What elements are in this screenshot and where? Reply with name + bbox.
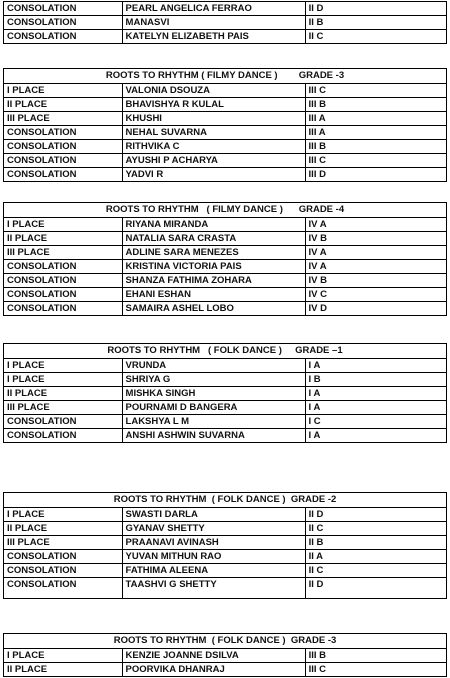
table-row xyxy=(4,387,447,401)
award-cell: CONSOLATION xyxy=(4,126,123,140)
award-cell: II PLACE xyxy=(4,387,123,401)
student-name-cell: FATHIMA ALEENA xyxy=(122,564,305,578)
award-cell: III PLACE xyxy=(4,246,123,260)
award-cell: CONSOLATION xyxy=(4,274,123,288)
award-cell: I PLACE xyxy=(4,649,123,663)
table-row xyxy=(4,536,447,550)
student-name-cell: YADVI R xyxy=(122,168,305,182)
student-name-cell: YUVAN MITHUN RAO xyxy=(122,550,305,564)
award-cell: CONSOLATION xyxy=(4,260,123,274)
table-row xyxy=(4,2,447,16)
award-cell: I PLACE xyxy=(4,359,123,373)
results-table-folk-grade-3 xyxy=(3,633,447,677)
award-cell: I PLACE xyxy=(4,218,123,232)
table-row xyxy=(4,415,447,429)
award-cell: II PLACE xyxy=(4,98,123,112)
student-name-cell: KENZIE JOANNE DSILVA xyxy=(122,649,305,663)
student-name-cell: EHANI ESHAN xyxy=(122,288,305,302)
student-name-cell: MISHKA SINGH xyxy=(122,387,305,401)
table-title: ROOTS TO RHYTHM ( FOLK DANCE ) GRADE -3 xyxy=(4,634,447,649)
table-row xyxy=(4,260,447,274)
grade-cell: III A xyxy=(305,126,446,140)
student-name-cell: KRISTINA VICTORIA PAIS xyxy=(122,260,305,274)
grade-cell: I A xyxy=(305,401,446,415)
student-name-cell: SAMAIRA ASHEL LOBO xyxy=(122,302,305,316)
table-row xyxy=(4,218,447,232)
table-row xyxy=(4,649,447,663)
table-title-row xyxy=(4,344,447,359)
student-name-cell: SHANZA FATHIMA ZOHARA xyxy=(122,274,305,288)
table-row xyxy=(4,16,447,30)
student-name-cell: AYUSHI P ACHARYA xyxy=(122,154,305,168)
award-cell: CONSOLATION xyxy=(4,564,123,578)
results-table-folk-grade-2 xyxy=(3,492,447,599)
table-row xyxy=(4,84,447,98)
student-name-cell: MANASVI xyxy=(122,16,305,30)
award-cell: CONSOLATION xyxy=(4,302,123,316)
award-cell: III PLACE xyxy=(4,112,123,126)
award-cell: CONSOLATION xyxy=(4,415,123,429)
award-cell: I PLACE xyxy=(4,508,123,522)
award-cell: II PLACE xyxy=(4,522,123,536)
grade-cell: III B xyxy=(305,649,446,663)
table-title: ROOTS TO RHYTHM ( FOLK DANCE ) GRADE –1 xyxy=(4,344,447,359)
table-row xyxy=(4,373,447,387)
award-cell: III PLACE xyxy=(4,401,123,415)
grade-cell: I C xyxy=(305,415,446,429)
student-name-cell: SWASTI DARLA xyxy=(122,508,305,522)
student-name-cell: TAASHVI G SHETTY xyxy=(122,578,305,599)
student-name-cell: GYANAV SHETTY xyxy=(122,522,305,536)
results-table-filmy-grade-3 xyxy=(3,68,447,182)
table-title-row xyxy=(4,493,447,508)
grade-cell: III D xyxy=(305,168,446,182)
table-row xyxy=(4,98,447,112)
grade-cell: III B xyxy=(305,140,446,154)
grade-cell: II D xyxy=(305,578,446,599)
grade-cell: I A xyxy=(305,429,446,443)
student-name-cell: LAKSHYA L M xyxy=(122,415,305,429)
grade-cell: IV B xyxy=(305,274,446,288)
student-name-cell: KHUSHI xyxy=(122,112,305,126)
table-row xyxy=(4,359,447,373)
table-row xyxy=(4,126,447,140)
award-cell: CONSOLATION xyxy=(4,550,123,564)
results-table-folk-grade-1 xyxy=(3,343,447,443)
table-row xyxy=(4,663,447,677)
grade-cell: IV A xyxy=(305,260,446,274)
grade-cell: II D xyxy=(305,2,446,16)
student-name-cell: BHAVISHYA R KULAL xyxy=(122,98,305,112)
student-name-cell: NATALIA SARA CRASTA xyxy=(122,232,305,246)
table-row xyxy=(4,508,447,522)
student-name-cell: VALONIA DSOUZA xyxy=(122,84,305,98)
table-title: ROOTS TO RHYTHM ( FILMY DANCE ) GRADE -4 xyxy=(4,203,447,218)
award-cell: CONSOLATION xyxy=(4,154,123,168)
student-name-cell: RITHVIKA C xyxy=(122,140,305,154)
award-cell: CONSOLATION xyxy=(4,2,123,16)
grade-cell: III C xyxy=(305,663,446,677)
grade-cell: III C xyxy=(305,154,446,168)
grade-cell: IV A xyxy=(305,246,446,260)
table-title-row xyxy=(4,634,447,649)
award-cell: CONSOLATION xyxy=(4,168,123,182)
table-row xyxy=(4,550,447,564)
student-name-cell: PEARL ANGELICA FERRAO xyxy=(122,2,305,16)
table-row xyxy=(4,274,447,288)
table-row xyxy=(4,168,447,182)
award-cell: II PLACE xyxy=(4,232,123,246)
table-row xyxy=(4,112,447,126)
award-cell: CONSOLATION xyxy=(4,578,123,599)
grade-cell: IV C xyxy=(305,288,446,302)
results-table-continued xyxy=(3,1,447,44)
student-name-cell: VRUNDA xyxy=(122,359,305,373)
grade-cell: II A xyxy=(305,550,446,564)
grade-cell: IV B xyxy=(305,232,446,246)
grade-cell: II D xyxy=(305,508,446,522)
table-row xyxy=(4,246,447,260)
award-cell: III PLACE xyxy=(4,536,123,550)
award-cell: I PLACE xyxy=(4,84,123,98)
award-cell: CONSOLATION xyxy=(4,429,123,443)
award-cell: CONSOLATION xyxy=(4,16,123,30)
grade-cell: III B xyxy=(305,98,446,112)
table-row xyxy=(4,564,447,578)
table-row xyxy=(4,401,447,415)
results-table-filmy-grade-4 xyxy=(3,202,447,316)
grade-cell: II C xyxy=(305,522,446,536)
student-name-cell: ANSHI ASHWIN SUVARNA xyxy=(122,429,305,443)
table-row xyxy=(4,429,447,443)
student-name-cell: ADLINE SARA MENEZES xyxy=(122,246,305,260)
grade-cell: III C xyxy=(305,84,446,98)
award-cell: II PLACE xyxy=(4,663,123,677)
table-row xyxy=(4,154,447,168)
grade-cell: I A xyxy=(305,387,446,401)
student-name-cell: NEHAL SUVARNA xyxy=(122,126,305,140)
table-title-row xyxy=(4,69,447,84)
student-name-cell: KATELYN ELIZABETH PAIS xyxy=(122,30,305,44)
student-name-cell: SHRIYA G xyxy=(122,373,305,387)
student-name-cell: POORVIKA DHANRAJ xyxy=(122,663,305,677)
table-row xyxy=(4,578,447,599)
grade-cell: III A xyxy=(305,112,446,126)
table-row xyxy=(4,302,447,316)
table-row xyxy=(4,232,447,246)
award-cell: I PLACE xyxy=(4,373,123,387)
award-cell: CONSOLATION xyxy=(4,30,123,44)
table-row xyxy=(4,288,447,302)
table-row xyxy=(4,140,447,154)
grade-cell: I B xyxy=(305,373,446,387)
grade-cell: IV D xyxy=(305,302,446,316)
student-name-cell: PRAANAVI AVINASH xyxy=(122,536,305,550)
award-cell: CONSOLATION xyxy=(4,288,123,302)
student-name-cell: RIYANA MIRANDA xyxy=(122,218,305,232)
grade-cell: IV A xyxy=(305,218,446,232)
grade-cell: II C xyxy=(305,564,446,578)
grade-cell: I A xyxy=(305,359,446,373)
table-title: ROOTS TO RHYTHM ( FILMY DANCE ) GRADE -3 xyxy=(4,69,447,84)
grade-cell: II B xyxy=(305,16,446,30)
table-row xyxy=(4,30,447,44)
award-cell: CONSOLATION xyxy=(4,140,123,154)
grade-cell: II B xyxy=(305,536,446,550)
grade-cell: II C xyxy=(305,30,446,44)
table-title-row xyxy=(4,203,447,218)
table-title: ROOTS TO RHYTHM ( FOLK DANCE ) GRADE -2 xyxy=(4,493,447,508)
table-row xyxy=(4,522,447,536)
student-name-cell: POURNAMI D BANGERA xyxy=(122,401,305,415)
